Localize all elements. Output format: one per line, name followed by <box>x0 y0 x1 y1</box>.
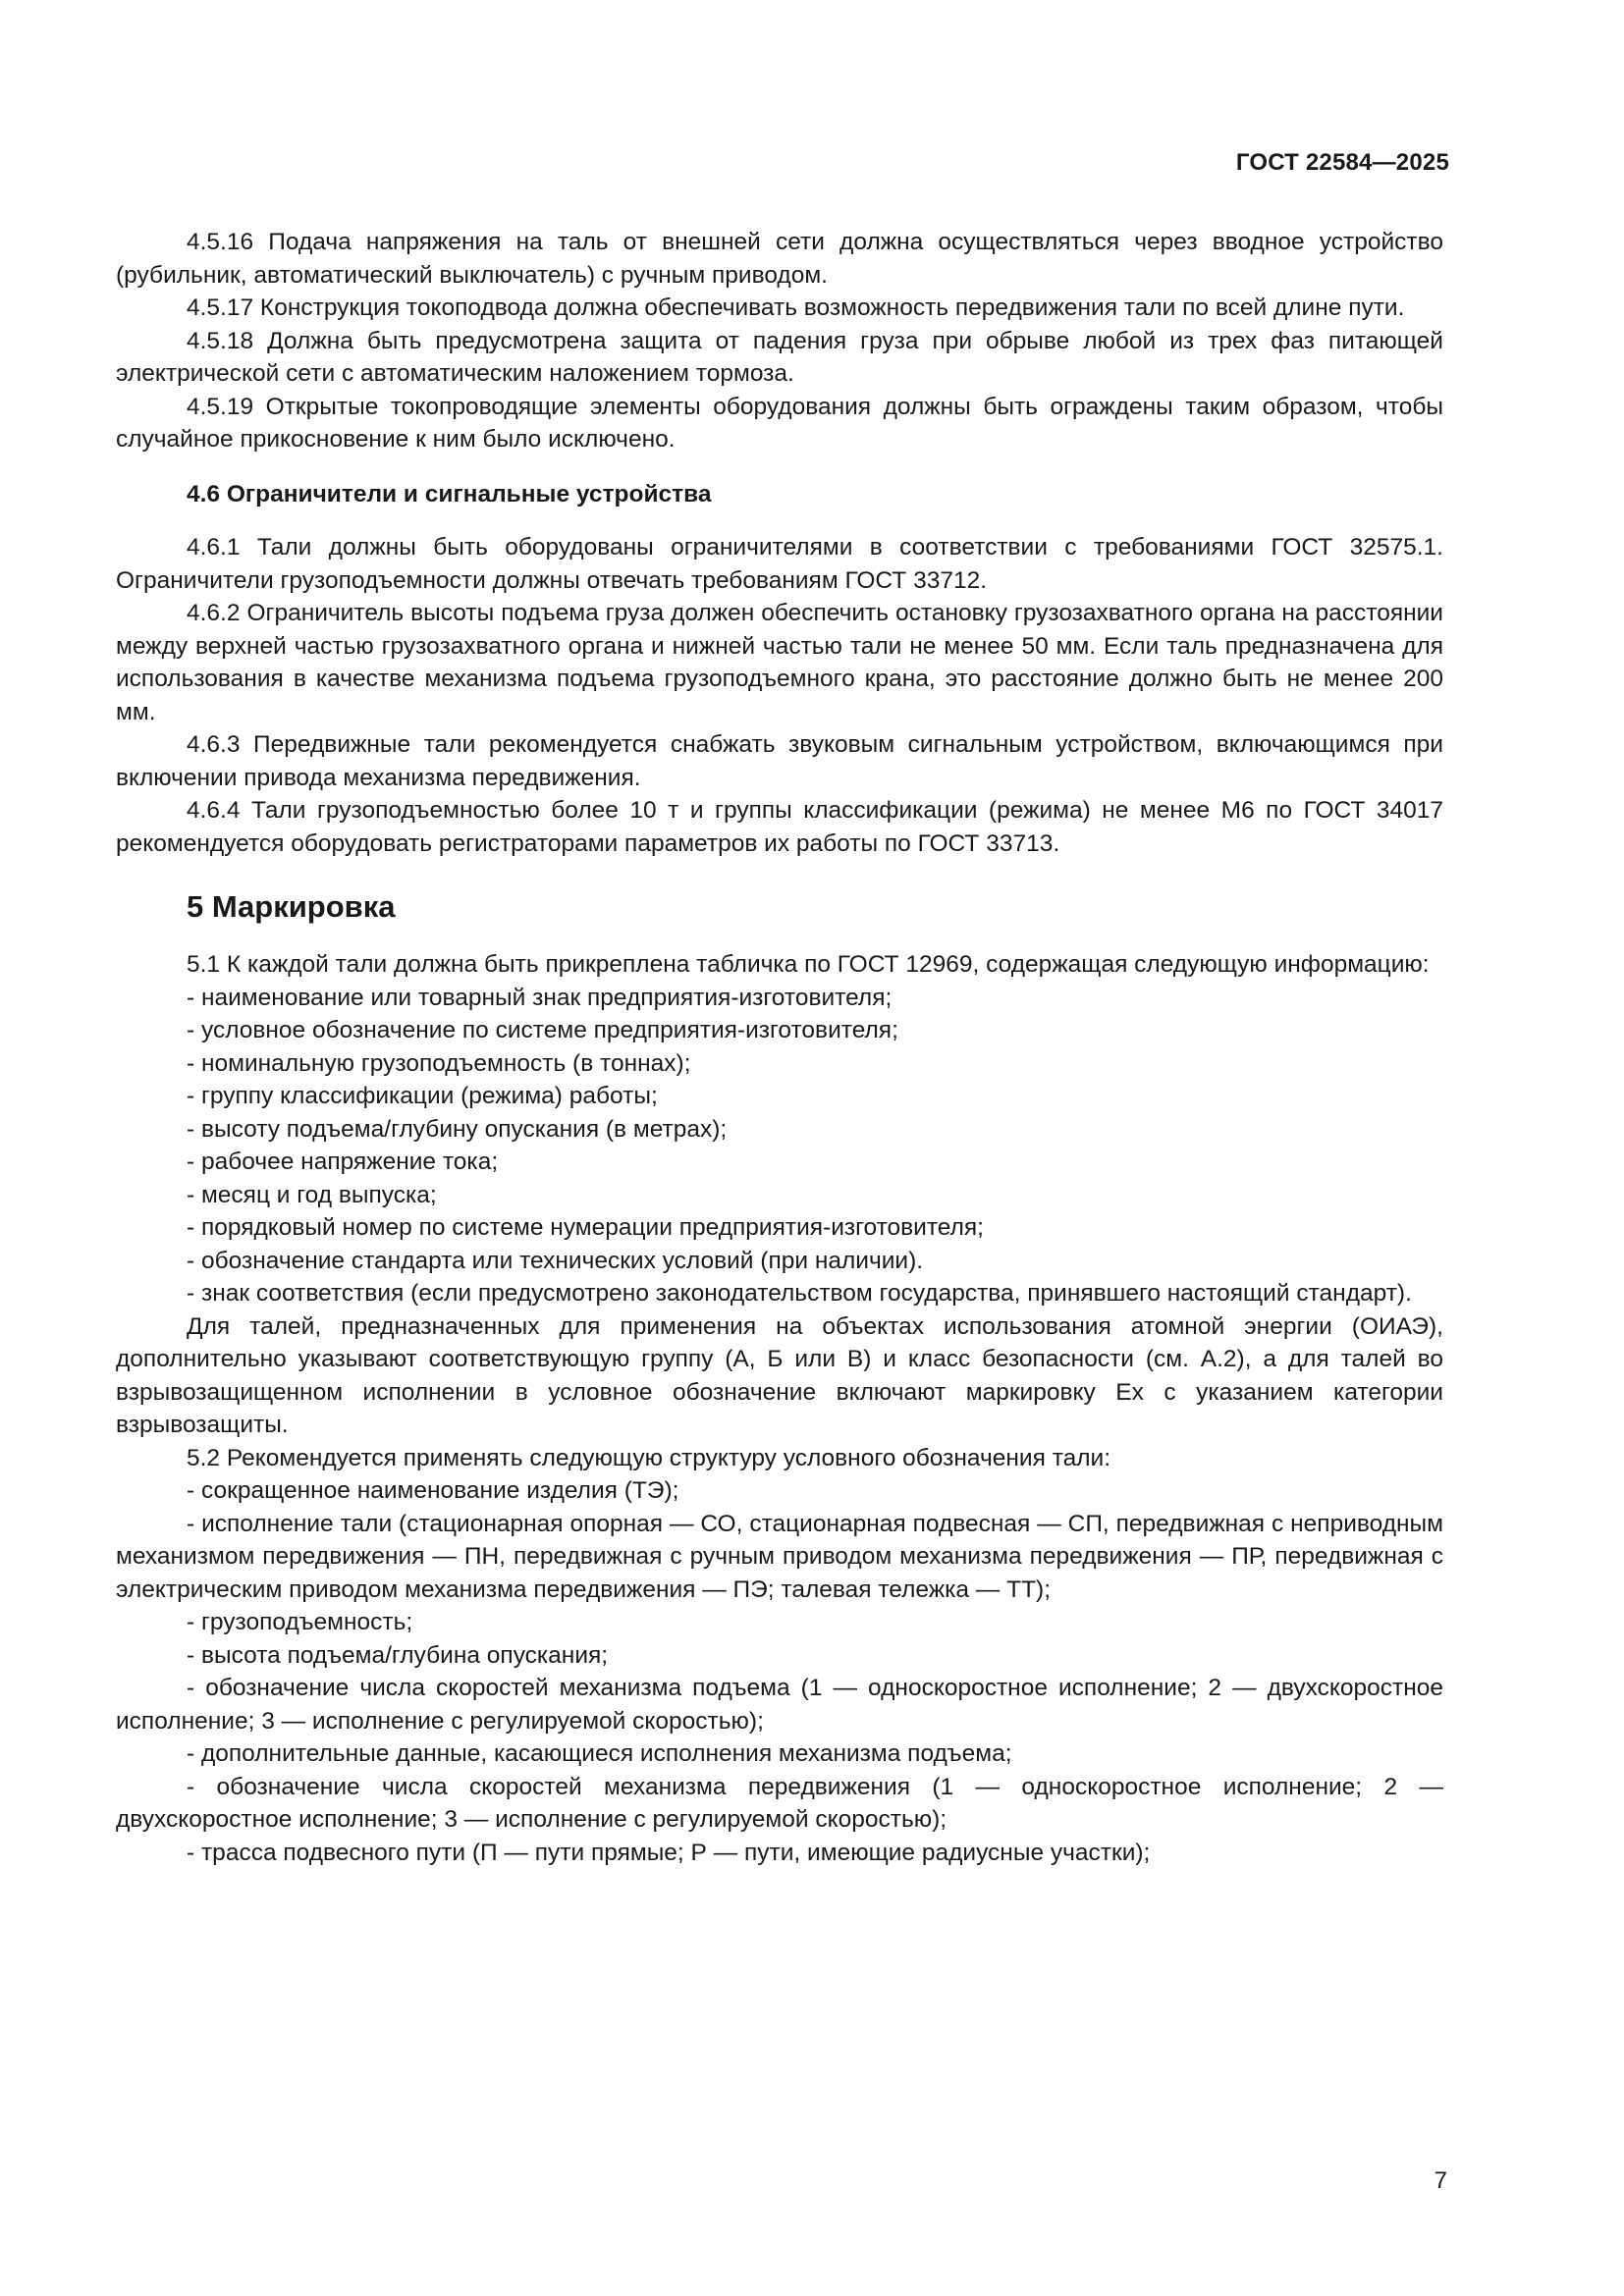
list-item: - номинальную грузоподъемность (в тоннах); <box>187 1049 691 1077</box>
paragraph-4-5-18: 4.5.18 Должна быть предусмотрена защита от падения груза при обрыве любой из трех фаз питающей электрической сети с автоматическим наложением тормоза. <box>116 327 1443 387</box>
list-item: - исполнение тали (стационарная опорная — СО, стационарная подвесная — СП, передвижная с неприводным механизмом передвижения — ПН, передвижная с ручным приводом механизма передвижения — ПР, передвижная с электрическим приводом механизма передвижения — ПЭ; талевая тележка — ТТ); <box>116 1510 1443 1603</box>
paragraph-4-6-2: 4.6.2 Ограничитель высоты подъема груза должен обеспечить остановку грузозахватного органа на расстоянии между верхней частью грузозахватного органа и нижней частью тали не менее 50 мм. Если таль предназначена для использования в качестве механизма подъема грузоподъемного крана, это расстояние должно быть не менее 200 мм. <box>116 600 1443 725</box>
paragraph-4-5-17: 4.5.17 Конструкция токоподвода должна обеспечивать возможность передвижения тали по всей длине пути. <box>187 294 1405 321</box>
paragraph-4-6-3: 4.6.3 Передвижные тали рекомендуется снабжать звуковым сигнальным устройством, включающимся при включении привода механизма передвижения. <box>116 731 1443 791</box>
list-item: - знак соответствия (если предусмотрено законодательством государства, принявшего настоящий стандарт). <box>187 1280 1412 1307</box>
document-id-header: ГОСТ 22584—2025 <box>1235 149 1449 176</box>
list-item: - группу классификации (режима) работы; <box>187 1083 658 1109</box>
page-content <box>116 226 1443 1869</box>
list-item: - условное обозначение по системе предприятия-изготовителя; <box>187 1017 898 1043</box>
list-item: - высоту подъема/глубину опускания (в метрах); <box>187 1115 728 1143</box>
paragraph-4-6-4: 4.6.4 Тали грузоподъемностью более 10 т и группы классификации (режима) не менее М6 по ГОСТ 34017 рекомендуется оборудовать регистраторами параметров их работы по ГОСТ 33713. <box>116 797 1443 857</box>
list-item: - обозначение стандарта или технических условий (при наличии). <box>187 1247 924 1274</box>
list-item: - трасса подвесного пути (П — пути прямые; Р — пути, имеющие радиусные участки); <box>187 1839 1151 1866</box>
list-item: - месяц и год выпуска; <box>187 1181 437 1208</box>
list-5-2 <box>116 1474 1443 1869</box>
list-5-1 <box>116 982 1443 1310</box>
list-item: - сокращенное наименование изделия (ТЭ); <box>187 1477 679 1504</box>
list-item: - обозначение числа скоростей механизма передвижения (1 — односкоростное исполнение; 2 — двухскоростное исполнение; 3 — исполнение с регулируемой скоростью); <box>116 1773 1443 1833</box>
paragraph-5-1: 5.1 К каждой тали должна быть прикреплена табличка по ГОСТ 12969, содержащая следующую информацию: <box>187 951 1430 978</box>
list-item: - наименование или товарный знак предприятия-изготовителя; <box>187 984 893 1011</box>
paragraph-oiae: Для талей, предназначенных для применения на объектах использования атомной энергии (ОИАЭ), дополнительно указывают соответствующую группу (А, Б или В) и класс безопасности (см. А.2), а для талей во взрывозащищенном исполнении в условное обозначение включают маркировку Ex с указанием категории взрывозащиты. <box>116 1312 1443 1438</box>
subsection-heading-4-6: 4.6 Ограничители и сигнальные устройства <box>187 480 712 507</box>
section-heading-5: 5 Маркировка <box>187 889 396 924</box>
list-item: - дополнительные данные, касающиеся исполнения механизма подъема; <box>187 1740 1012 1767</box>
list-item: - грузоподъемность; <box>187 1609 413 1635</box>
page-number: 7 <box>1434 2167 1447 2194</box>
list-item: - обозначение числа скоростей механизма подъема (1 — односкоростное исполнение; 2 — двухскоростное исполнение; 3 — исполнение с регулируемой скоростью); <box>116 1675 1443 1735</box>
paragraph-4-5-16: 4.5.16 Подача напряжения на таль от внешней сети должна осуществляться через вводное устройство (рубильник, автоматический выключатель) с ручным приводом. <box>116 229 1443 289</box>
paragraph-4-5-19: 4.5.19 Открытые токопроводящие элементы оборудования должны быть ограждены таким образом, чтобы случайное прикосновение к ним было исключено. <box>116 393 1443 453</box>
list-item: - рабочее напряжение тока; <box>187 1148 499 1175</box>
paragraph-4-6-1: 4.6.1 Тали должны быть оборудованы ограничителями в соответствии с требованиями ГОСТ 32575.1. Ограничители грузоподъемности должны отвечать требованиям ГОСТ 33712. <box>116 534 1443 594</box>
paragraph-5-2: 5.2 Рекомендуется применять следующую структуру условного обозначения тали: <box>187 1444 1111 1471</box>
list-item: - порядковый номер по системе нумерации предприятия-изготовителя; <box>187 1214 984 1241</box>
list-item: - высота подъема/глубина опускания; <box>187 1641 609 1669</box>
